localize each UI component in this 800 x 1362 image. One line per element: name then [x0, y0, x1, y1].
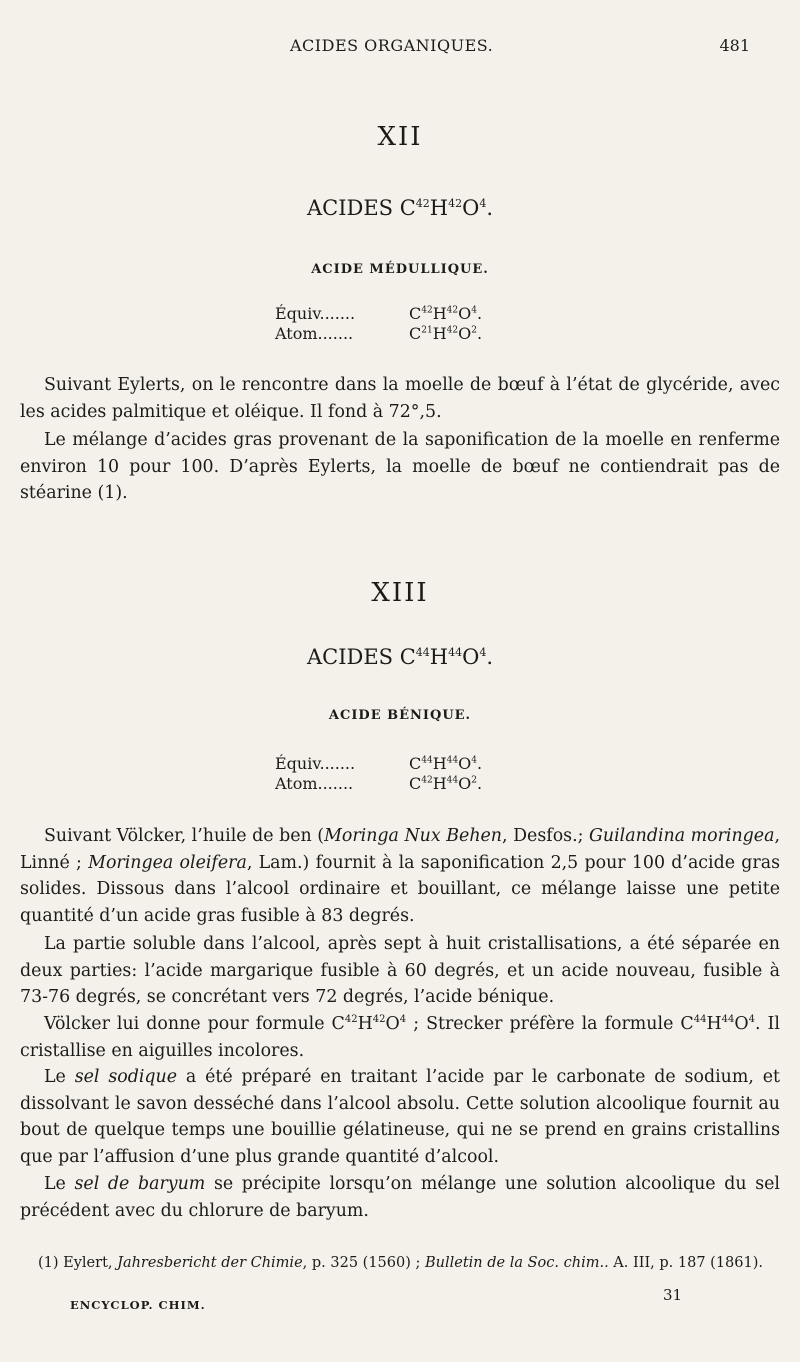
formula-subscript: 42: [446, 305, 459, 316]
formula-subscript: 4: [471, 305, 477, 316]
text-run: , Desfos.;: [502, 826, 590, 846]
text-run: se précipite lorsqu’on mélange une solution alcoolique du sel précédent avec du chlorure de baryum.: [20, 1174, 780, 1221]
formula-value: [409, 324, 482, 343]
text-run: , Lam.) fournit à la saponification 2,5 pour 100 d’acide gras solides. Dissous dans l’alcool ordinaire et bouillant, ce mélange laisse une petite quantité d’un acide gras fusible à 83 degrés.: [20, 852, 781, 927]
formula-symbol: .: [476, 324, 483, 343]
formula-symbol: H: [432, 324, 447, 343]
text-run: H: [357, 1014, 373, 1034]
superscript: 44: [693, 1014, 707, 1026]
section-number-xiii: XIII: [371, 578, 429, 608]
page-number: 481: [719, 36, 750, 55]
paragraph: [20, 931, 780, 1011]
text-run: , Linné ;: [20, 826, 780, 873]
formula-subscript: 4: [471, 755, 477, 766]
superscript: 4: [748, 1014, 755, 1026]
formula-row-atom: [275, 774, 575, 794]
text-run: . Il cristallise en aiguilles incolores.: [20, 1014, 780, 1061]
formula-symbol: H: [429, 645, 449, 669]
italic-text: sel de baryum: [74, 1174, 206, 1194]
formula-row-equiv: [275, 304, 575, 324]
formula-symbol: C: [409, 754, 422, 773]
paragraph: [20, 1011, 780, 1064]
formula-subscript: 44: [446, 775, 459, 786]
formula-subscript: 42: [415, 197, 430, 210]
formula-symbol: O: [462, 196, 480, 220]
formula-value: [409, 304, 482, 323]
section-number-xii: XII: [377, 122, 423, 152]
formula-label: Équiv.......: [275, 754, 356, 773]
formula-subscript: 42: [421, 775, 433, 786]
formula-subscript: 44: [421, 755, 433, 766]
running-title: ACIDES ORGANIQUES.: [290, 36, 494, 55]
formula-symbol: C: [409, 324, 422, 343]
text-run: (1) Eylert,: [38, 1255, 118, 1271]
text-run: a été préparé en traitant l’acide par le carbonate de sodium, et dissolvant le savon desséché dans l’alcool absolu. Cette solution alcoolique fournit au bout de quelque temps une bouillie gélatineuse, qui ne se prend en grains cristallins que par l’affusion d’une plus grande quantité d’alcool.: [20, 1067, 780, 1168]
formula-symbol: O: [458, 774, 472, 793]
formula-symbol: H: [429, 196, 449, 220]
formula-row-equiv: [275, 754, 575, 774]
italic-text: Moringa Nux Behen: [324, 826, 503, 846]
formula-block-xiii: [275, 754, 575, 794]
formula-symbol: C: [409, 774, 422, 793]
section-title-xiii: [0, 645, 800, 669]
footer-signature-label: ENCYCLOP. CHIM.: [70, 1298, 206, 1312]
formula-symbol: .: [476, 304, 483, 323]
formula-subscript: 2: [471, 775, 477, 786]
italic-text: Jahresbericht der Chimie: [117, 1255, 303, 1271]
footnote: [20, 1252, 780, 1274]
italic-text: sel sodique: [74, 1067, 178, 1087]
text-run: Völcker lui donne pour formule C: [44, 1014, 345, 1034]
text-run: , p. 325 (1560) ;: [302, 1255, 425, 1271]
acid-name-medullique: ACIDE MÉDULLIQUE.: [311, 262, 489, 277]
formula-subscript: 4: [479, 646, 487, 659]
formula-symbol: O: [458, 754, 472, 773]
italic-text: Guilandina moringea: [589, 826, 775, 846]
superscript: 42: [344, 1014, 358, 1026]
formula-symbol: H: [432, 754, 447, 773]
text-run: Le: [44, 1067, 75, 1087]
text-run: ; Strecker préfère la formule C: [406, 1014, 694, 1034]
paragraph: [20, 823, 780, 930]
section-title-formula: [416, 645, 493, 669]
text-run: O: [734, 1014, 749, 1034]
italic-text: Bulletin de la Soc. chim..: [424, 1255, 609, 1271]
text-run: Suivant Völcker, l’huile de ben (: [44, 826, 325, 846]
formula-subscript: 21: [421, 325, 433, 336]
formula-subscript: 44: [415, 646, 430, 659]
text-run: A. III, p. 187 (1861).: [608, 1255, 763, 1271]
text-run: Le: [44, 1174, 75, 1194]
superscript: 42: [372, 1014, 386, 1026]
formula-label: Atom.......: [275, 774, 354, 793]
formula-subscript: 42: [446, 325, 459, 336]
formula-row-atom: [275, 324, 575, 344]
formula-symbol: .: [476, 754, 483, 773]
formula-symbol: .: [486, 645, 494, 669]
superscript: 4: [399, 1014, 407, 1026]
formula-symbol: O: [458, 304, 472, 323]
formula-subscript: 42: [421, 305, 433, 316]
formula-symbol: H: [432, 304, 447, 323]
section-title-text: ACIDES C: [306, 645, 416, 669]
superscript: 44: [721, 1014, 735, 1026]
text-run: O: [385, 1014, 400, 1034]
section-title-formula: [416, 196, 493, 220]
formula-label: Équiv.......: [275, 304, 356, 323]
running-head: [0, 36, 800, 60]
formula-block-xii: [275, 304, 575, 344]
italic-text: Moringea oleifera: [88, 852, 247, 873]
paragraph: [20, 1064, 780, 1171]
formula-subscript: 44: [446, 755, 459, 766]
formula-label: Atom.......: [275, 324, 354, 343]
formula-symbol: O: [458, 324, 472, 343]
formula-symbol: H: [432, 774, 447, 793]
paragraph: Le mélange d’acides gras provenant de la saponification de la moelle en renferme environ 10 pour 100. D’après Eylerts, la moelle de bœuf ne contiendrait pas de stéarine (1).: [20, 430, 780, 504]
formula-symbol: O: [462, 645, 480, 669]
acid-name-benique: ACIDE BÉNIQUE.: [328, 708, 472, 723]
formula-subscript: 42: [448, 197, 463, 210]
footer-signature-number: 31: [663, 1286, 683, 1304]
text-run: La partie soluble dans l’alcool, après sept à huit cristallisations, a été séparée en deux parties: l’acide margarique fusible à 60 degrés, et un acide nouveau, fusible à 73-76 degrés, se concrétant vers 72 degrés, l’acide bénique.: [20, 934, 780, 1008]
section-title-text: ACIDES C: [306, 196, 416, 220]
formula-symbol: .: [476, 774, 483, 793]
formula-subscript: 4: [479, 197, 487, 210]
formula-subscript: 44: [448, 646, 463, 659]
formula-value: [409, 774, 482, 793]
formula-symbol: C: [409, 304, 422, 323]
formula-subscript: 2: [471, 325, 477, 336]
text-run: H: [706, 1014, 722, 1034]
section-title-xii: [0, 196, 800, 220]
formula-value: [409, 754, 482, 773]
paragraph: [20, 1171, 780, 1224]
paragraph: Suivant Eylerts, on le rencontre dans la moelle de bœuf à l’état de glycéride, avec les acides palmitique et oléique. Il fond à 72°,5.: [20, 375, 780, 422]
formula-symbol: .: [486, 196, 494, 220]
